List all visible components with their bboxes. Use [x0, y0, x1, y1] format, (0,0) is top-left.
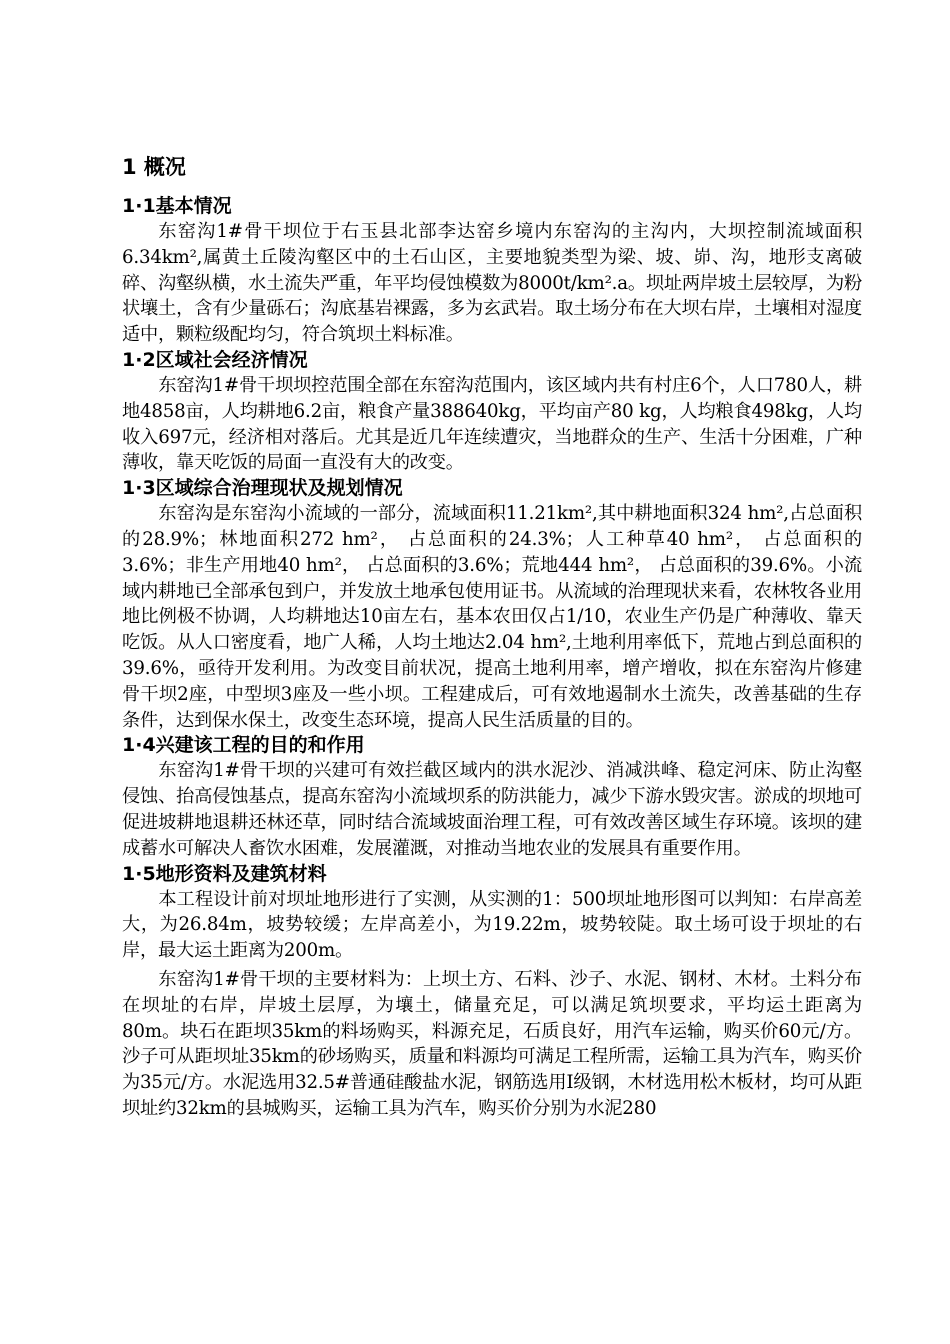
section-basic-info: [122, 194, 862, 348]
section-heading: 1·2区域社会经济情况: [122, 348, 308, 371]
section-paragraph: 东窑沟是东窑沟小流域的一部分，流域面积11.21km²,其中耕地面积324 hm²,占总面积的28.9%；林地面积272 hm²， 占总面积的24.3%；人工种草40 hm²， 占总面积的3.6%；非生产用地40 hm²， 占总面积的3.6%；荒地444 hm²， 占总面积的39.6%。小流域内耕地已全部承包到户，并发放土地承包使用证书。从流域的治理现状来看，农林牧各业用地比例极不协调，人均耕地达10亩左右，基本农田仅占1/10，农业生产仍是广种薄收、靠天吃饭。从人口密度看，地广人稀，人均土地达2.04 hm²,土地利用率低下，荒地占到总面积的39.6%，亟待开发利用。为改变目前状况，提高土地利用率，增产增收，拟在东窑沟片修建骨干坝2座，中型坝3座及一些小坝。工程建成后，可有效地遏制水土流失，改善基础的生存条件，达到保水保土，改变生态环境，提高人民生活质量的目的。: [122, 503, 862, 731]
chapter-title: 1 概况: [122, 155, 186, 179]
section-heading: 1·1基本情况: [122, 195, 232, 217]
section-heading: 1·4兴建该工程的目的和作用: [122, 734, 365, 757]
section-socio-economic: [122, 348, 862, 476]
section-project-purpose: [122, 733, 862, 861]
section-paragraph: 东窑沟1#骨干坝位于右玉县北部李达窑乡境内东窑沟的主沟内，大坝控制流域面积6.34km²,属黄土丘陵沟壑区中的土石山区，主要地貌类型为梁、坡、峁、沟，地形支离破碎、沟壑纵横，水土流失严重，年平均侵蚀模数为8000t/km².a。坝址两岸坡土层较厚，为粉状壤土，含有少量砾石；沟底基岩裸露，多为玄武岩。取土场分布在大坝右岸，土壤相对湿度适中，颗粒级配均匀，符合筑坝土料标准。: [122, 221, 862, 346]
section-paragraph: 东窑沟1#骨干坝的主要材料为：上坝土方、石料、沙子、水泥、钢材、木材。土料分布在坝址的右岸，岸坡土层厚，为壤土，储量充足，可以满足筑坝要求，平均运土距离为80m。块石在距坝35km的料场购买，料源充足，石质良好，用汽车运输，购买价60元/方。沙子可从距坝址35km的砂场购买，质量和料源均可满足工程所需，运输工具为汽车，购买价为35元/方。水泥选用32.5#普通硅酸盐水泥，钢筋选用Ⅰ级钢，木材选用松木板材，均可从距坝址约32km的县城购买，运输工具为汽车，购买价分别为水泥280: [122, 968, 862, 1119]
section-terrain-materials: [122, 862, 862, 1122]
section-governance-status: [122, 476, 862, 733]
section-heading: 1·3区域综合治理现状及规划情况: [122, 477, 403, 500]
section-paragraph: 东窑沟1#骨干坝坝控范围全部在东窑沟范围内，该区域内共有村庄6个，人口780人，耕地4858亩，人均耕地6.2亩，粮食产量388640kg，平均亩产80 kg，人均粮食498kg，人均收入697元，经济相对落后。尤其是近几年连续遭灾，当地群众的生产、生活十分困难，广种薄收，靠天吃饭的局面一直没有大的改变。: [122, 374, 862, 474]
document-page: [122, 150, 862, 1122]
section-paragraph: 东窑沟1#骨干坝的兴建可有效拦截区域内的洪水泥沙、消减洪峰、稳定河床、防止沟壑侵蚀、抬高侵蚀基点，提高东窑沟小流域坝系的防洪能力，减少下游水毁灾害。淤成的坝地可促进坡耕地退耕还林还草，同时结合流域坡面治理工程，可有效改善区域生存环境。该坝的建成蓄水可解决人畜饮水困难，发展灌溉，对推动当地农业的发展具有重要作用。: [122, 760, 862, 859]
section-paragraph: 本工程设计前对坝址地形进行了实测，从实测的1：500坝址地形图可以判知：右岸高差大，为26.84m，坡势较缓；左岸高差小，为19.22m，坡势较陡。取土场可设于坝址的右岸，最大运土距离为200m。: [122, 888, 862, 962]
section-heading: 1·5地形资料及建筑材料: [122, 862, 327, 885]
